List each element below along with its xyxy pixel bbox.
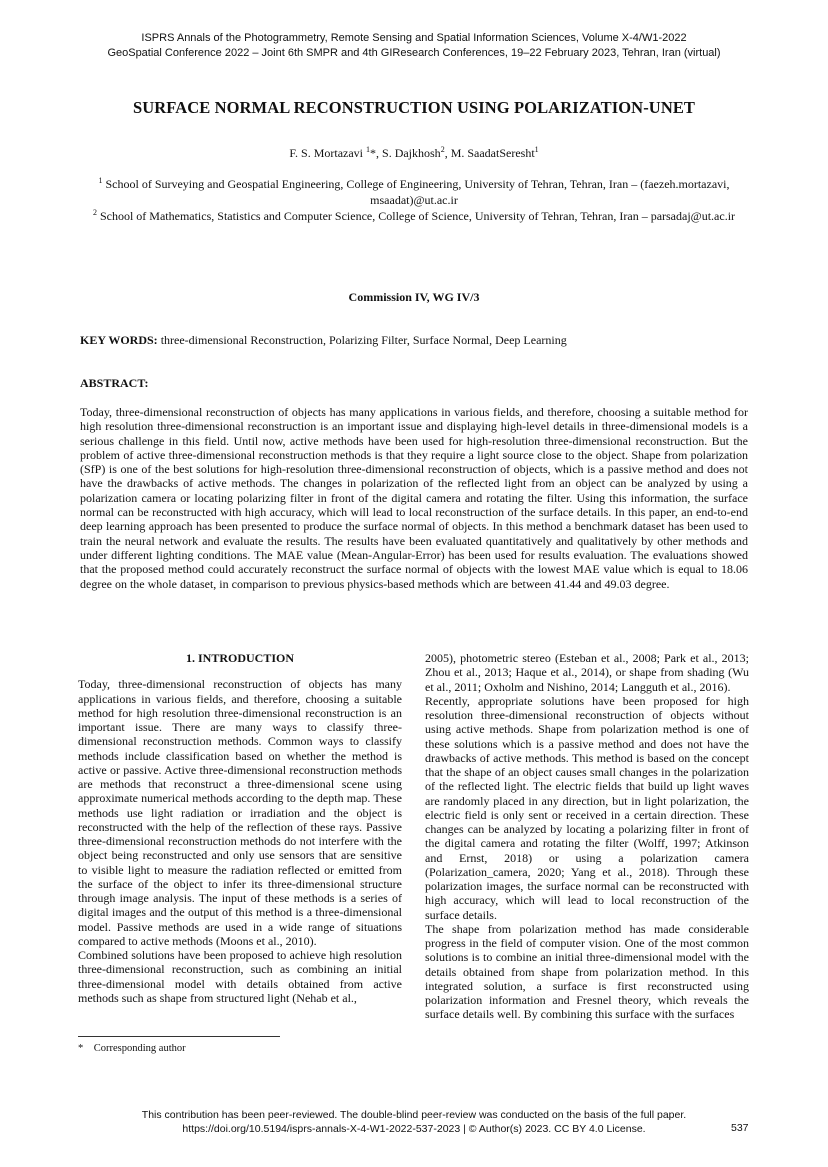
right-column: [425, 651, 749, 1022]
author-1-affil: 1: [366, 145, 371, 154]
author-3: , M. SaadatSeresht: [444, 146, 535, 160]
keywords: [80, 333, 748, 348]
affiliations: [80, 176, 748, 224]
page-number: 537: [731, 1122, 749, 1134]
section-heading-introduction: 1. INTRODUCTION: [185, 651, 294, 665]
keywords-label: KEY WORDS:: [80, 333, 158, 347]
author-3-affil: 1: [534, 145, 539, 154]
author-2-affil: 2: [440, 145, 445, 154]
intro-paragraph-2: Combined solutions have been proposed to achieve high resolution three-dimensional reconstruction, such as combining an initial three-dimensional model with details obtained from active methods such as shape from structured light (Nehab et al.,: [78, 948, 402, 1005]
author-2: S. Dajkhosh: [382, 146, 441, 160]
header-line-2: GeoSpatial Conference 2022 – Joint 6th SMPR and 4th GIResearch Conferences, 19–22 February 2023, Tehran, Iran (virtual): [107, 47, 721, 59]
corresponding-mark: *,: [370, 146, 383, 160]
intro-paragraph-3: 2005), photometric stereo (Esteban et al., 2008; Park et al., 2013; Zhou et al., 2013; Haque et al., 2014), or shape from shading (Wu et al., 2011; Oxholm and Nishino, 2014; Langguth et al., 2016).: [425, 651, 749, 694]
footnote: [78, 1043, 186, 1054]
intro-paragraph-5: The shape from polarization method has made considerable progress in the field of computer vision. One of the most common solutions is to combine an initial three-dimensional model with the details obtained from shape from polarization method. In this integrated solution, a surface is first reconstructed using polarization information and Fresnel theory, which reveals the surface details well. By combining this surface with the surfaces: [425, 921, 749, 1022]
footnote-divider: [78, 1036, 280, 1037]
affiliation-2-num: 2: [92, 208, 97, 217]
left-column: [78, 651, 402, 1005]
footer-line-1: This contribution has been peer-reviewed. The double-blind peer-review was conducted on the basis of the full paper.: [141, 1109, 687, 1121]
page-footer: [0, 1108, 828, 1136]
affiliation-2-text: School of Mathematics, Statistics and Computer Science, College of Science, University of Tehran, Tehran, Iran – parsadaj@ut.ac.ir: [96, 209, 736, 223]
author-list: [0, 146, 828, 161]
affiliation-2: [80, 208, 748, 224]
abstract-text: Today, three-dimensional reconstruction of objects has many applications in various fields, and therefore, choosing a suitable method for high resolution three-dimensional reconstruction is an important issue and displaying high-level details in three-dimensional models is a serious challenge in this field. Until now, active methods have been used for high-resolution three-dimensional reconstruction. But the problem of active three-dimensional reconstruction methods is that they require a light source close to the object. Shape from polarization (SfP) is one of the best solutions for high-resolution three-dimensional reconstruction of objects, which is a passive method and does not have the drawbacks of active methods. The changes in polarization of the reflected light from an object can be analyzed by using a polarization camera or locating polarizing filter in front of the digital camera and rotating the filter. Using this information, the surface normal can be reconstructed with high accuracy, which will lead to local reconstruction of the surface details. In this paper, an end-to-end deep learning approach has been presented to produce the surface normal of objects. In this method a benchmark dataset has been used to train the neural network and evaluate the results. The results have been evaluated quantitatively and qualitatively by other methods and under different lighting conditions. The MAE value (Mean-Angular-Error) has been used for results evaluation. The evaluations showed that the proposed method could accurately reconstruct the surface normal of objects with the lowest MAE value which is equal to 18.06 degree on the whole dataset, in comparison to previous physics-based methods which are between 41.44 and 49.03 degree.: [80, 405, 748, 591]
intro-paragraph-4: Recently, appropriate solutions have been proposed for high resolution three-dimensional reconstruction of objects without using active methods. Shape from polarization method is one of these solutions which is a passive method and does not have the drawbacks of active methods. This method is based on the concept that the shape of an object causes small changes in the polarization of the reflected light. The electric fields that build up light waves are randomly placed in any direction, but in light polarization, the electric field is only sent or received in a certain direction. These changes can be analyzed by locating a polarizing filter in front of the digital camera and rotating the filter (Wolff, 1997; Atkinson and Ernst, 2018) or using a polarization camera (Polarization_camera, 2020; Yang et al., 2018). Through these polarization images, the surface normal can be reconstructed with high accuracy, which will lead to local reconstruction of the surface details.: [425, 693, 749, 922]
footnote-text: Corresponding author: [93, 1043, 186, 1054]
affiliation-1-num: 1: [98, 176, 103, 185]
footnote-mark: *: [78, 1043, 84, 1054]
running-header: [0, 31, 828, 61]
header-line-1: ISPRS Annals of the Photogrammetry, Remote Sensing and Spatial Information Sciences, Volume X-4/W1-2022: [141, 32, 687, 44]
commission: Commission IV, WG IV/3: [348, 290, 480, 304]
footer-line-2: https://doi.org/10.5194/isprs-annals-X-4-W1-2022-537-2023 | © Author(s) 2023. CC BY 4.0 License.: [182, 1123, 646, 1135]
paper-title: SURFACE NORMAL RECONSTRUCTION USING POLARIZATION-UNET: [132, 98, 696, 117]
affiliation-1-text: School of Surveying and Geospatial Engineering, College of Engineering, University of Tehran, Tehran, Iran – (faezeh.mortazavi, msaadat)@ut.ac.ir: [102, 177, 730, 207]
keywords-text: three-dimensional Reconstruction, Polarizing Filter, Surface Normal, Deep Learning: [157, 333, 567, 347]
intro-paragraph-1: Today, three-dimensional reconstruction of objects has many applications in various fields, and therefore, choosing a suitable method for high resolution three-dimensional reconstruction is an important issue. There are many ways to classify three-dimensional reconstruction methods. Common ways to classify methods include classification based on whether the method is active or passive. Active three-dimensional reconstruction methods are methods that reconstruct a three-dimensional scene using approximate numerical methods according to the depth map. These methods use light radiation or irradiation and the object is reconstructed with the help of the reflection of these rays. Passive three-dimensional reconstruction methods do not interfere with the object being reconstructed and only use sensors that are sensitive to visible light to measure the radiation reflected or emitted from the surface of the object to infer its three-dimensional structure through image analysis. The input of these methods is a series of digital images and the output of this method is a three-dimensional model. Passive methods are used in a wide range of situations compared to active methods (Moons et al., 2010).: [78, 677, 402, 948]
author-1: F. S. Mortazavi: [289, 146, 367, 160]
affiliation-1: [80, 176, 748, 208]
abstract-heading: ABSTRACT:: [80, 376, 149, 390]
